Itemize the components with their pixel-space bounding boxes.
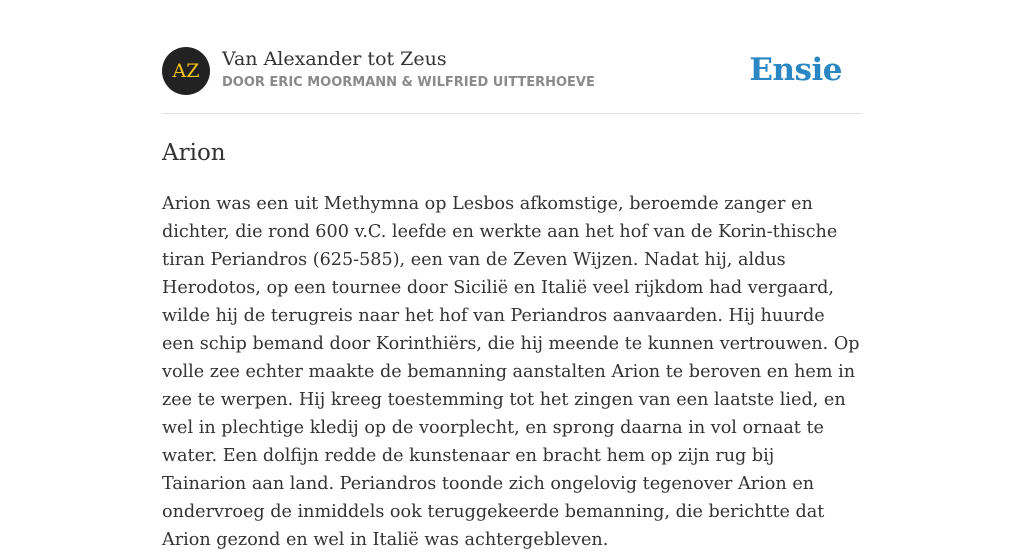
entry-title: Arion xyxy=(162,140,226,166)
book-authors: DOOR ERIC MOORMANN & WILFRIED UITTERHOEVE xyxy=(222,75,595,90)
book-avatar[interactable]: AZ xyxy=(162,47,210,95)
book-header xyxy=(162,47,862,95)
book-title[interactable]: Van Alexander tot Zeus xyxy=(222,48,447,70)
entry-body: Arion was een uit Methymna op Lesbos afkomstige, beroemde zanger en dichter, die rond 600 v.C. leefde en werkte aan het hof van de Korin-thische tiran Periandros (625-585), een van de Zeven Wijzen. Nadat hij, aldus Herodotos, op een tournee door Sicilië en Italië veel rijkdom had vergaard, wilde hij de terugreis naar het hof van Periandros aanvaarden. Hij huurde een schip bemand door Korinthiërs, die hij meende te kunnen vertrouwen. Op volle zee echter maakte de bemanning aanstalten Arion te beroven en hem in zee te werpen. Hij kreeg toestemming tot het zingen van een laatste lied, en wel in plechtige kledij op de voorplecht, en sprong daarna in vol ornaat te water. Een dolfijn redde de kunstenaar en bracht hem op zijn rug bij Tainarion aan land. Periandros toonde zich ongelovig tegenover Arion en ondervroeg de inmiddels ook teruggekeerde bemanning, die berichtte dat Arion gezond en wel in Italië was achtergebleven. xyxy=(162,194,860,550)
header-divider xyxy=(162,113,862,114)
ensie-logo-link[interactable]: Ensie xyxy=(749,52,842,88)
